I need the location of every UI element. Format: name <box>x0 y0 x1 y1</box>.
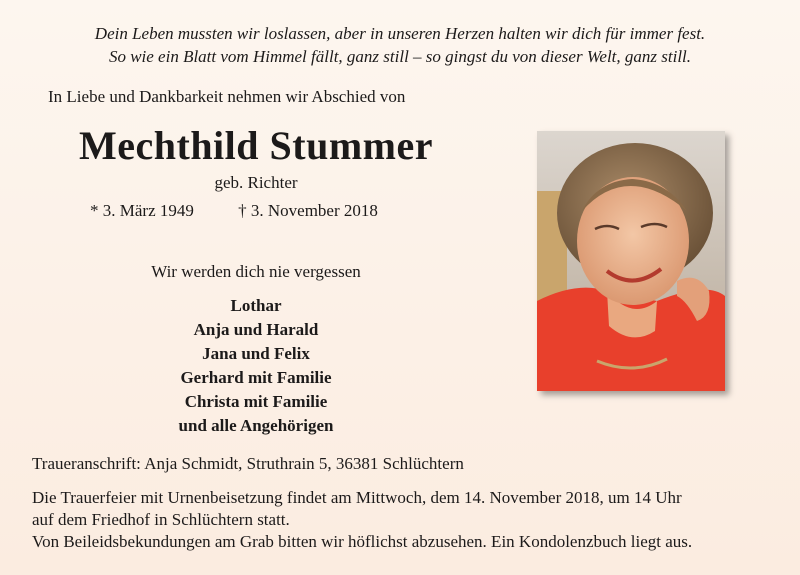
portrait-photo <box>537 131 725 391</box>
portrait-image <box>537 131 725 391</box>
mourner: Christa mit Familie <box>184 392 328 411</box>
mourners-list <box>0 294 512 438</box>
mourner: Lothar <box>230 296 282 315</box>
poem-line-2: So wie ein Blatt vom Himmel fällt, ganz still – so gingst du von dieser Welt, ganz still. <box>108 47 692 66</box>
ceremony-details <box>32 487 692 553</box>
maiden-name: geb. Richter <box>214 173 298 192</box>
ceremony-line-2: auf dem Friedhof in Schlüchtern statt. <box>32 510 290 529</box>
mourner: Gerhard mit Familie <box>180 368 332 387</box>
mourning-address: Traueranschrift: Anja Schmidt, Struthrain 5, 36381 Schlüchtern <box>32 454 464 473</box>
intro-text: In Liebe und Dankbarkeit nehmen wir Abschied von <box>48 87 406 106</box>
birth-date: * 3. März 1949 <box>90 201 194 220</box>
memory-line: Wir werden dich nie vergessen <box>151 262 361 281</box>
ceremony-line-1: Die Trauerfeier mit Urnenbeisetzung findet am Mittwoch, dem 14. November 2018, um 14 Uhr <box>32 488 682 507</box>
poem-line-1: Dein Leben mussten wir loslassen, aber in unseren Herzen halten wir dich für immer fest. <box>94 24 706 43</box>
mourner: Jana und Felix <box>202 344 310 363</box>
death-date: † 3. November 2018 <box>238 201 378 220</box>
mourner: und alle Angehörigen <box>178 416 334 435</box>
memorial-poem <box>0 22 800 68</box>
ceremony-line-3: Von Beileidsbekundungen am Grab bitten wir höflichst abzusehen. Ein Kondolenzbuch liegt aus. <box>32 532 693 551</box>
life-dates <box>90 201 378 221</box>
deceased-name: Mechthild Stummer <box>78 123 433 168</box>
mourner: Anja und Harald <box>193 320 319 339</box>
